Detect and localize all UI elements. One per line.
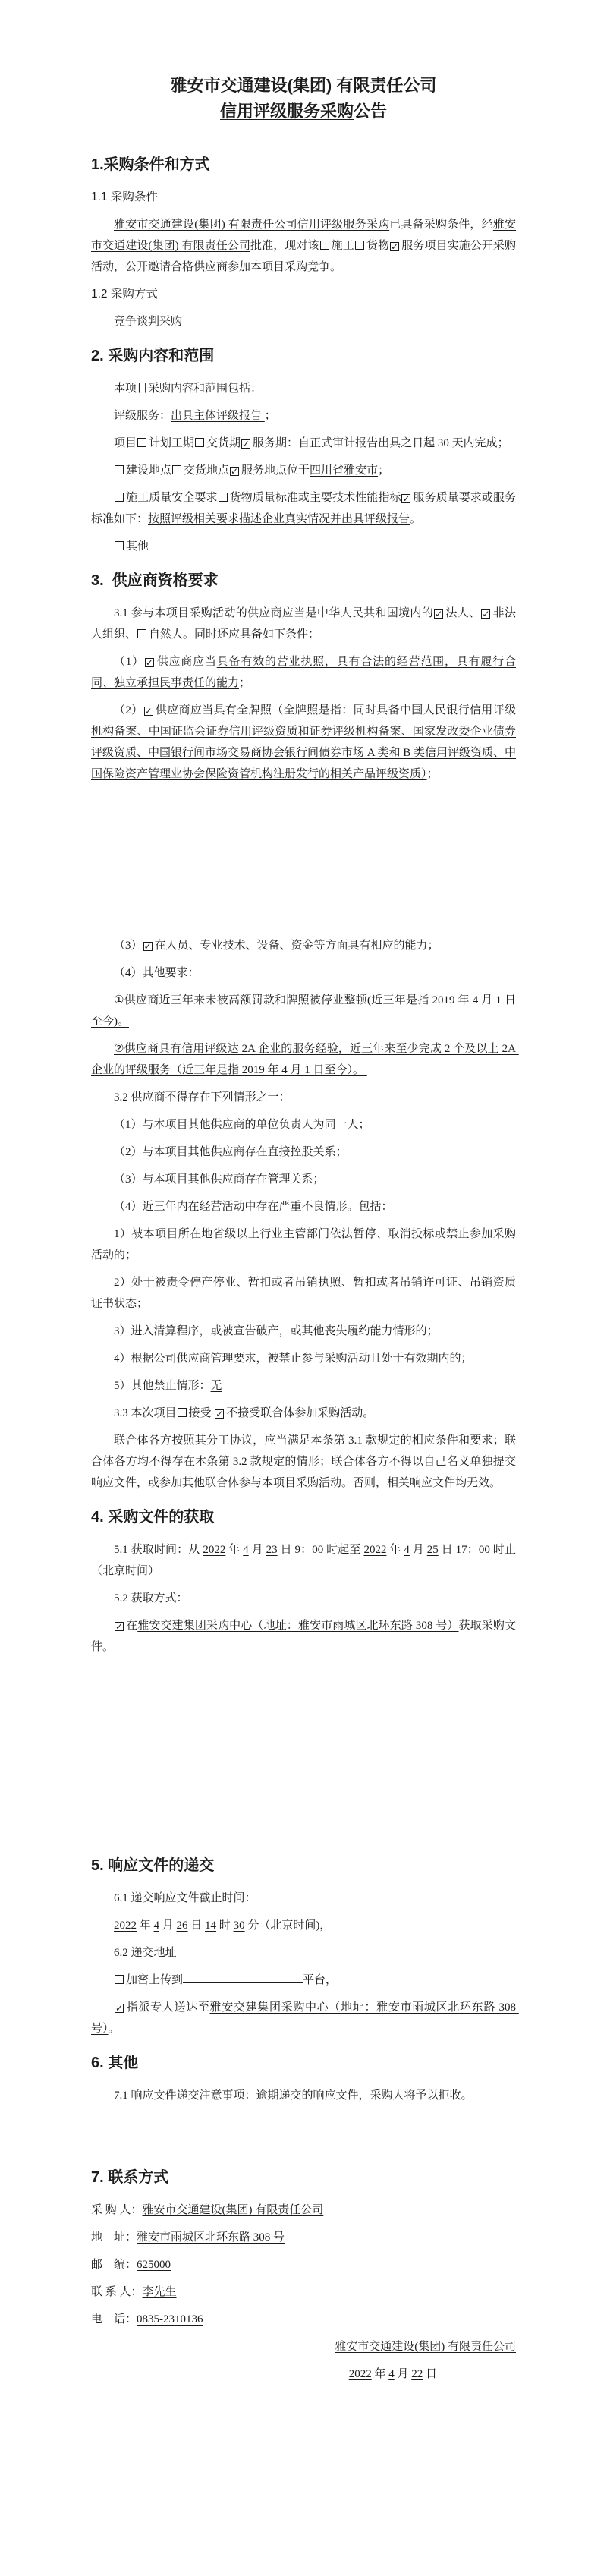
item-3-2-4-1: 1）被本项目所在地省级以上行业主管部门依法暂停、取消投标或禁止参加采购活动的； [91,1228,516,1261]
empty-checkbox-icon [115,493,124,502]
empty-checkbox-icon [137,629,146,638]
para-obtain-location: ✓ 在雅安交建集团采购中心（地址：雅安市雨城区北环东路 308 号）获取采购文件。 [91,1620,516,1653]
clause-3-2: 3.2 供应商不得存在下列情形之一： [114,1091,291,1104]
underlined-text: 无 [210,1380,222,1392]
item-3-1-2: （2） ✓ 供应商应当具有全牌照（全牌照是指：同时具备中国人民银行信用评级机构备案、中国证监会证券信用评级资质和证券评级机构备案、国家发改委企业债券评级资质、中国银行间市场交易商协会银行间债券市场 A 类和 B 类信用评级资质、中国保险资产管理业协会保险资管机构注册发行的相关产品评级资质）； [91,704,517,780]
underlined-text: 四川省雅安市 [310,464,379,477]
item-3-1-1: （1） ✓ 供应商应当具备有效的营业执照，具有合法的经营范围，具有履行合同、独立承担民事责任的能力； [91,656,516,689]
signature-company [91,2336,516,2357]
page-break-gap-1 [91,791,516,935]
heading-section-3: 3. 供应商资格要求 [91,572,219,589]
para-deadline-value: 2022 年 4 月 26 日 14 时 30 分（北京时间)， [114,1919,332,1932]
underlined-text: 雅安市交通建设(集团) 有限责任公司 [91,219,516,252]
underlined-text: 30 [233,1919,245,1932]
empty-checkbox-icon [320,241,329,250]
item-3-1-4-note-2 [91,1038,519,1081]
clause-1-1: 1.1 采购条件 [91,191,158,203]
underlined-text: 雅安交建集团采购中心（地址：雅安市雨城区北环东路 308 号） [91,2001,519,2035]
underlined-text: 雅安市交通建设(集团) 有限责任公司 [142,2204,324,2216]
doc-title-line-2: 信用评级服务采购公告 [219,102,388,121]
section-gap [91,2112,516,2154]
item-3-1-4-note-1 [91,990,516,1032]
checked-checkbox-icon: ✓ [402,493,410,504]
underlined-text: 出具主体评级报告 [171,410,265,422]
checked-checkbox-icon: ✓ [115,2003,124,2014]
underlined-text: 4 [153,1919,160,1932]
underlined-text: 按照评级相关要求描述企业真实情况并出具评级报告 [148,513,410,525]
underlined-text: 25 [426,1544,439,1556]
contact-person: 联 系 人：李先生 [91,2286,177,2298]
item-3-2-2: （2）与本项目其他供应商存在直接控股关系； [114,1146,348,1158]
underlined-text: 26 [176,1919,188,1932]
item-3-2-4-5: 5）其他禁止情形：无 [114,1380,222,1392]
para-rating-service: 评级服务：出具主体评级报告 ； [114,410,276,422]
empty-checkbox-icon [219,493,228,502]
clause-5-2-obtain-method: 5.2 获取方式： [114,1592,188,1604]
underlined-text: 4 [404,1544,410,1556]
underlined-text: 625000 [137,2259,171,2271]
clause-3-1: 3.1 参与本项目采购活动的供应商应当是中华人民共和国境内的 ✓ 法人、 ✓ 非法人组织、 自然人。同时还应具备如下条件： [91,607,516,641]
checked-checkbox-icon: ✓ [215,1409,224,1419]
clause-6-2-address: 6.2 递交地址 [114,1947,177,1959]
para-consortium: 联合体各方按照其分工协议，应当满足本条第 3.1 款规定的相应条件和要求；联合体各方均不得存在本条第 3.2 款规定的情形；联合体各方不得以自己名义单独提交响应文件，或参加其他联合体参与本项目采购活动。否则，相关响应文件均无效。 [91,1434,516,1489]
underlined-text: 具有全牌照（全牌照是指：同时具备中国人民银行信用评级机构备案、中国证监会证券信用评级资质和证券评级机构备案、国家发改委企业债券评级资质、中国银行间市场交易商协会银行间债券市场 A 类和 B 类信用评级资质、中国保险资产管理业协会保险资管机构注册发行的相关产品评级资质） [91,704,517,780]
checked-checkbox-icon: ✓ [482,609,490,619]
empty-checkbox-icon [137,438,146,447]
empty-checkbox-icon [115,1975,124,1984]
underlined-text: 2022 [348,2368,372,2380]
para-upload-option: 加密上传到 平台， [91,1970,516,1991]
heading-section-2: 2. 采购内容和范围 [91,348,215,364]
item-3-2-4-2: 2）处于被责令停产停业、暂扣或者吊销执照、暂扣或者吊销许可证、吊销资质证书状态； [91,1277,516,1310]
page-break-gap-2 [91,1664,516,1842]
clause-7-1-notice: 7.1 响应文件递交注意事项：逾期递交的响应文件，采购人将予以拒收。 [114,2089,473,2102]
para-deliver-option: ✓ 指派专人送达至雅安交建集团采购中心（地址：雅安市雨城区北环东路 308 号）。 [91,2001,519,2035]
checked-checkbox-icon: ✓ [435,609,443,619]
clause-5-1-obtain-time: 5.1 获取时间：从 2022 年 4 月 23 日 9：00 时起至 2022 年 4 月 25 日 17：00 时止（北京时间） [91,1544,516,1577]
underlined-text: ②供应商具有信用评级达 2A 企业的服务经验，近三年来至少完成 2 个及以上 2A 企业的评级服务（近三年是指 2019 年 4 月 1 日至今）。 [91,1043,519,1076]
underlined-text: 雅安市交通建设(集团) 有限责任公司 [335,2341,516,2353]
underlined-text: 李先生 [142,2286,177,2298]
underlined-text: 雅安交建集团采购中心（地址：雅安市雨城区北环东路 308 号） [137,1620,459,1632]
para-scope-intro: 本项目采购内容和范围包括： [114,383,263,395]
para-service-location: 建设地点 交货地点 ✓ 服务地点位于四川省雅安市； [91,460,516,481]
empty-checkbox-icon [172,465,181,474]
contact-phone: 电 话：0835-2310136 [91,2313,203,2326]
heading-section-1: 1.采购条件和方式 [91,156,210,173]
para-procurement-method: 竞争谈判采购 [114,316,183,328]
checked-checkbox-icon: ✓ [143,941,152,952]
underlined-text: ①供应商近三年来未被高额罚款和牌照被停业整顿(近三年是指 2019 年 4 月 1 日至今)。 [91,994,516,1028]
underlined-text: 具备有效的营业执照，具有合法的经营范围，具有履行合同、独立承担民事责任的能力 [91,656,516,689]
item-3-1-4: （4）其他要求： [114,967,200,979]
underlined-text: 14 [205,1919,217,1932]
clause-3-3: 3.3 本次项目 接受 ✓ 不接受联合体参加采购活动。 [114,1407,375,1419]
heading-section-7: 7. 联系方式 [91,2169,169,2186]
doc-title-line-1: 雅安市交通建设(集团) 有限责任公司 [170,76,437,95]
signature-date: 2022 年 4 月 22 日 [348,2368,437,2380]
checked-checkbox-icon: ✓ [115,1621,124,1632]
underlined-text: 自正式审计报告出具之日起 30 天内完成 [298,437,498,449]
empty-checkbox-icon [355,241,364,250]
para-other-option: 其他 [91,536,516,557]
clause-1-2: 1.2 采购方式 [91,288,158,301]
underlined-text: 4 [388,2368,395,2380]
empty-checkbox-icon [178,1408,187,1417]
empty-checkbox-icon [115,465,124,474]
item-3-2-3: （3）与本项目其他供应商存在管理关系； [114,1173,325,1186]
contact-purchaser: 采 购 人：雅安市交通建设(集团) 有限责任公司 [91,2204,324,2216]
checked-checkbox-icon: ✓ [242,439,250,449]
underlined-text: 22 [411,2368,423,2380]
para-service-standard: 施工质量安全要求 货物质量标准或主要技术性能指标 ✓ 服务质量要求或服务标准如下：按照评级相关要求描述企业真实情况并出具评级报告。 [91,492,516,525]
checked-checkbox-icon: ✓ [145,657,153,668]
item-3-1-3: （3） ✓ 在人员、专业技术、设备、资金等方面具有相应的能力； [114,940,439,952]
contact-postcode: 邮 编：625000 [91,2259,171,2271]
underlined-text: 雅安市交通建设(集团) 有限责任公司信用评级服务采购 [114,219,390,231]
checked-checkbox-icon: ✓ [144,706,153,716]
para-procurement-conditions: 雅安市交通建设(集团) 有限责任公司信用评级服务采购已具备采购条件，经雅安市交通建设(集团) 有限责任公司批准，现对该 施工 货物 ✓ 服务项目实施公开采购活动，公开邀请合格供应商参加本项目采购竞争。 [91,219,516,273]
underlined-text: 信用评级服务采购 [219,102,354,121]
item-3-2-4: （4）近三年内在经营活动中存在严重不良情形。包括： [114,1201,393,1213]
checked-checkbox-icon: ✓ [391,241,399,252]
clause-6-1-deadline-label: 6.1 递交响应文件截止时间： [114,1892,256,1904]
heading-section-5: 5. 响应文件的递交 [91,1857,215,1874]
underlined-text: 4 [243,1544,249,1556]
contact-address: 地 址：雅安市雨城区北环东路 308 号 [91,2231,285,2244]
underlined-text: 2022 [203,1544,226,1556]
blank-fill-line [183,1971,303,1983]
underlined-text: 23 [266,1544,278,1556]
empty-checkbox-icon [195,438,204,447]
title-gap [91,124,516,141]
underlined-text: 2022 [363,1544,387,1556]
item-3-2-4-4: 4）根据公司供应商管理要求，被禁止参与采购活动且处于有效期内的； [114,1353,473,1365]
underlined-text: 0835-2310136 [137,2313,203,2326]
item-3-2-4-3: 3）进入清算程序，或被宣告破产，或其他丧失履约能力情形的； [114,1325,439,1337]
para-service-period: 项目 计划工期 交货期 ✓ 服务期：自正式审计报告出具之日起 30 天内完成； [114,437,509,449]
heading-section-6: 6. 其他 [91,2055,139,2071]
item-3-2-1: （1）与本项目其他供应商的单位负责人为同一人； [114,1119,370,1131]
underlined-text: 雅安市雨城区北环东路 308 号 [137,2231,285,2244]
heading-section-4: 4. 采购文件的获取 [91,1509,215,1526]
underlined-text: 2022 [114,1919,137,1932]
empty-checkbox-icon [115,541,124,550]
checked-checkbox-icon: ✓ [231,466,239,477]
